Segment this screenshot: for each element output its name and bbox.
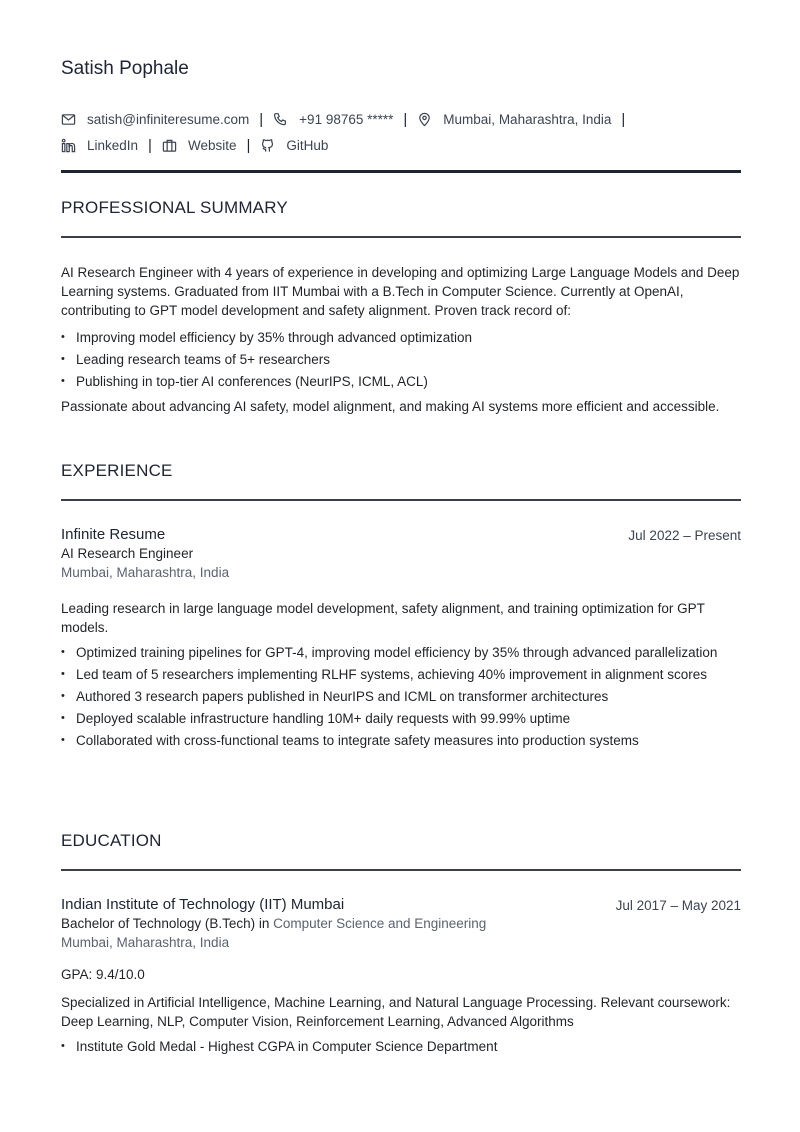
separator: | [148,136,152,154]
github-link[interactable] [260,138,328,153]
phone-icon [273,112,288,127]
contact-info [61,106,741,158]
education-dates: Jul 2017 – May 2021 [615,898,741,913]
separator: | [246,136,251,154]
degree-connector: in [258,916,270,931]
list-item: • Improving model efficiency by 35% through advanced optimization [61,328,741,347]
linkedin-text: LinkedIn [87,137,139,153]
summary-section [61,263,741,416]
linkedin-link[interactable] [61,138,138,153]
education-body [61,965,741,1056]
list-item: • Publishing in top-tier AI conferences (NeurIPS, ICML, ACL) [61,372,741,391]
list-item: • Leading research teams of 5+ researchers [61,350,741,369]
job-title: AI Research Engineer [61,546,194,561]
experience-description: Leading research in large language model development, safety alignment, and training optimization for GPT models. [61,601,705,635]
separator: | [403,110,408,128]
education-heading: EDUCATION [61,831,162,850]
education-description: Specialized in Artificial Intelligence, Machine Learning, and Natural Language Processing. Relevant coursework: Deep Learning, NLP, Computer Vision, Reinforcement Learning, Advanced Algorithms [61,995,731,1029]
list-item: • Institute Gold Medal - Highest CGPA in Computer Science Department [61,1037,741,1056]
experience-body [61,599,741,750]
list-item: • Led team of 5 researchers implementing RLHF systems, achieving 40% improvement in alignment scores [61,665,741,684]
gpa: GPA: 9.4/10.0 [61,967,145,982]
summary-divider [61,236,741,238]
header-divider [61,170,741,173]
experience-entry-header [61,526,741,582]
separator: | [621,110,626,128]
degree-line [61,914,741,933]
list-item: • Authored 3 research papers published in NeurIPS and ICML on transformer architectures [61,687,741,706]
briefcase-icon [162,138,177,153]
school-name: Indian Institute of Technology (IIT) Mumbai [61,896,345,913]
education-entry-header [61,896,741,952]
summary-intro: AI Research Engineer with 4 years of experience in developing and optimizing Large Language Models and Deep Learning systems. Graduated from IIT Mumbai with a B.Tech in Computer Science. Currently at OpenAI, contributing to GPT model development and safety alignment. Proven track record of: [61,265,740,318]
mail-icon [61,112,76,127]
experience-dates: Jul 2022 – Present [628,528,741,543]
field-of-study: Computer Science and Engineering [273,916,487,931]
education-bullets [61,1037,741,1056]
education-divider [61,869,741,871]
location-item [417,112,611,127]
email-link[interactable] [61,112,249,127]
degree-name: Bachelor of Technology (B.Tech) [61,916,256,931]
summary-closing: Passionate about advancing AI safety, model alignment, and making AI systems more efficient and accessible. [61,399,720,414]
list-item: • Collaborated with cross-functional teams to integrate safety measures into production systems [61,731,741,750]
school-location: Mumbai, Maharashtra, India [61,935,230,950]
separator: | [259,110,264,128]
email-text: satish@infiniteresume.com [87,111,250,127]
company-name: Infinite Resume [61,526,166,543]
location-text: Mumbai, Maharashtra, India [443,111,612,127]
list-item: • Deployed scalable infrastructure handling 10M+ daily requests with 99.99% uptime [61,709,741,728]
phone-link[interactable] [273,112,393,127]
linkedin-icon [61,138,76,153]
experience-divider [61,499,741,501]
experience-bullets [61,643,741,750]
website-text: Website [187,137,237,153]
summary-bullets [61,328,741,391]
map-pin-icon [417,112,432,127]
github-text: GitHub [286,137,329,153]
website-link[interactable] [162,138,237,153]
phone-text: +91 98765 ***** [299,111,394,127]
job-location: Mumbai, Maharashtra, India [61,565,230,580]
list-item: • Optimized training pipelines for GPT-4, improving model efficiency by 35% through advanced parallelization [61,643,741,662]
github-icon [260,138,275,153]
candidate-name: Satish Pophale [61,58,189,79]
summary-heading: PROFESSIONAL SUMMARY [61,198,288,217]
experience-heading: EXPERIENCE [61,461,173,480]
